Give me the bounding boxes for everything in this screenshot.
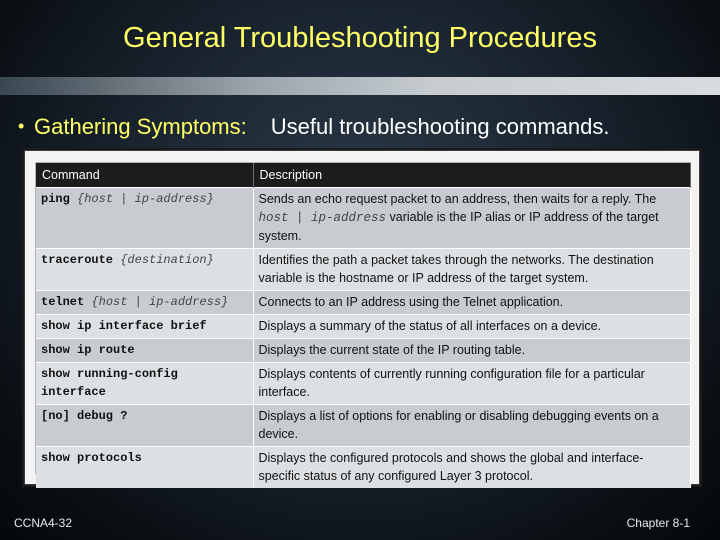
column-header-command: Command <box>36 163 253 188</box>
bullet-item <box>18 114 609 140</box>
command-name: show protocols <box>41 451 142 465</box>
description-text: Displays the configured protocols and shows the global and interface-specific status of any configured Layer 3 protocol. <box>258 451 644 483</box>
description-cell <box>253 405 690 447</box>
title-divider <box>0 77 720 95</box>
table-row <box>36 405 690 447</box>
description-text: Connects to an IP address using the Telnet application. <box>258 295 564 309</box>
command-name: show ip interface brief <box>41 319 207 333</box>
description-cell <box>253 447 690 489</box>
table-row <box>36 363 690 405</box>
command-cell <box>36 339 253 363</box>
table-row <box>36 339 690 363</box>
command-cell <box>36 405 253 447</box>
description-cell <box>253 363 690 405</box>
description-text: Displays a summary of the status of all interfaces on a device. <box>258 319 602 333</box>
description-cell <box>253 291 690 315</box>
command-cell <box>36 447 253 489</box>
bullet-dot-icon: • <box>18 116 25 136</box>
command-arguments: {host | ip-address} <box>91 295 229 309</box>
description-text: Displays a list of options for enabling or disabling debugging events on a device. <box>258 409 659 441</box>
command-cell <box>36 363 253 405</box>
commands-table-frame <box>24 150 700 485</box>
command-name: show running-config interface <box>41 367 178 399</box>
description-text: Identifies the path a packet takes through the networks. The destination variable is the hostname or IP address of the target system. <box>258 253 654 285</box>
command-cell <box>36 291 253 315</box>
command-name: ping <box>41 192 70 206</box>
description-cell <box>253 315 690 339</box>
description-argument: host | ip-address <box>258 211 387 225</box>
description-text: Sends an echo request packet to an address, then waits for a reply. The <box>258 192 657 206</box>
description-text: Displays the current state of the IP routing table. <box>258 343 526 357</box>
command-name: traceroute <box>41 253 114 267</box>
footer-course-id: CCNA4-32 <box>14 516 73 530</box>
table-row <box>36 291 690 315</box>
description-cell <box>253 188 690 249</box>
commands-table <box>36 163 691 488</box>
command-name: show ip route <box>41 343 135 357</box>
column-header-description: Description <box>253 163 690 188</box>
command-arguments: {destination} <box>120 253 214 267</box>
footer-chapter: Chapter 8-1 <box>626 516 690 530</box>
table-row <box>36 447 690 489</box>
description-cell <box>253 249 690 291</box>
slide-title: General Troubleshooting Procedures <box>123 22 597 54</box>
bullet-text: Useful troubleshooting commands. <box>270 114 610 139</box>
command-cell <box>36 315 253 339</box>
commands-table-container <box>35 162 691 483</box>
description-cell <box>253 339 690 363</box>
table-header-row <box>36 163 690 188</box>
bullet-label: Gathering Symptoms: <box>34 114 247 139</box>
command-name: [no] debug ? <box>41 409 128 423</box>
table-row <box>36 249 690 291</box>
command-name: telnet <box>41 295 85 309</box>
command-cell <box>36 188 253 249</box>
command-cell <box>36 249 253 291</box>
table-row <box>36 315 690 339</box>
description-text: Displays contents of currently running configuration file for a particular interface. <box>258 367 645 399</box>
command-arguments: {host | ip-address} <box>77 192 214 206</box>
description-text-continued: variable is the IP alias or IP address of the target system. <box>258 210 659 243</box>
table-row <box>36 188 690 249</box>
